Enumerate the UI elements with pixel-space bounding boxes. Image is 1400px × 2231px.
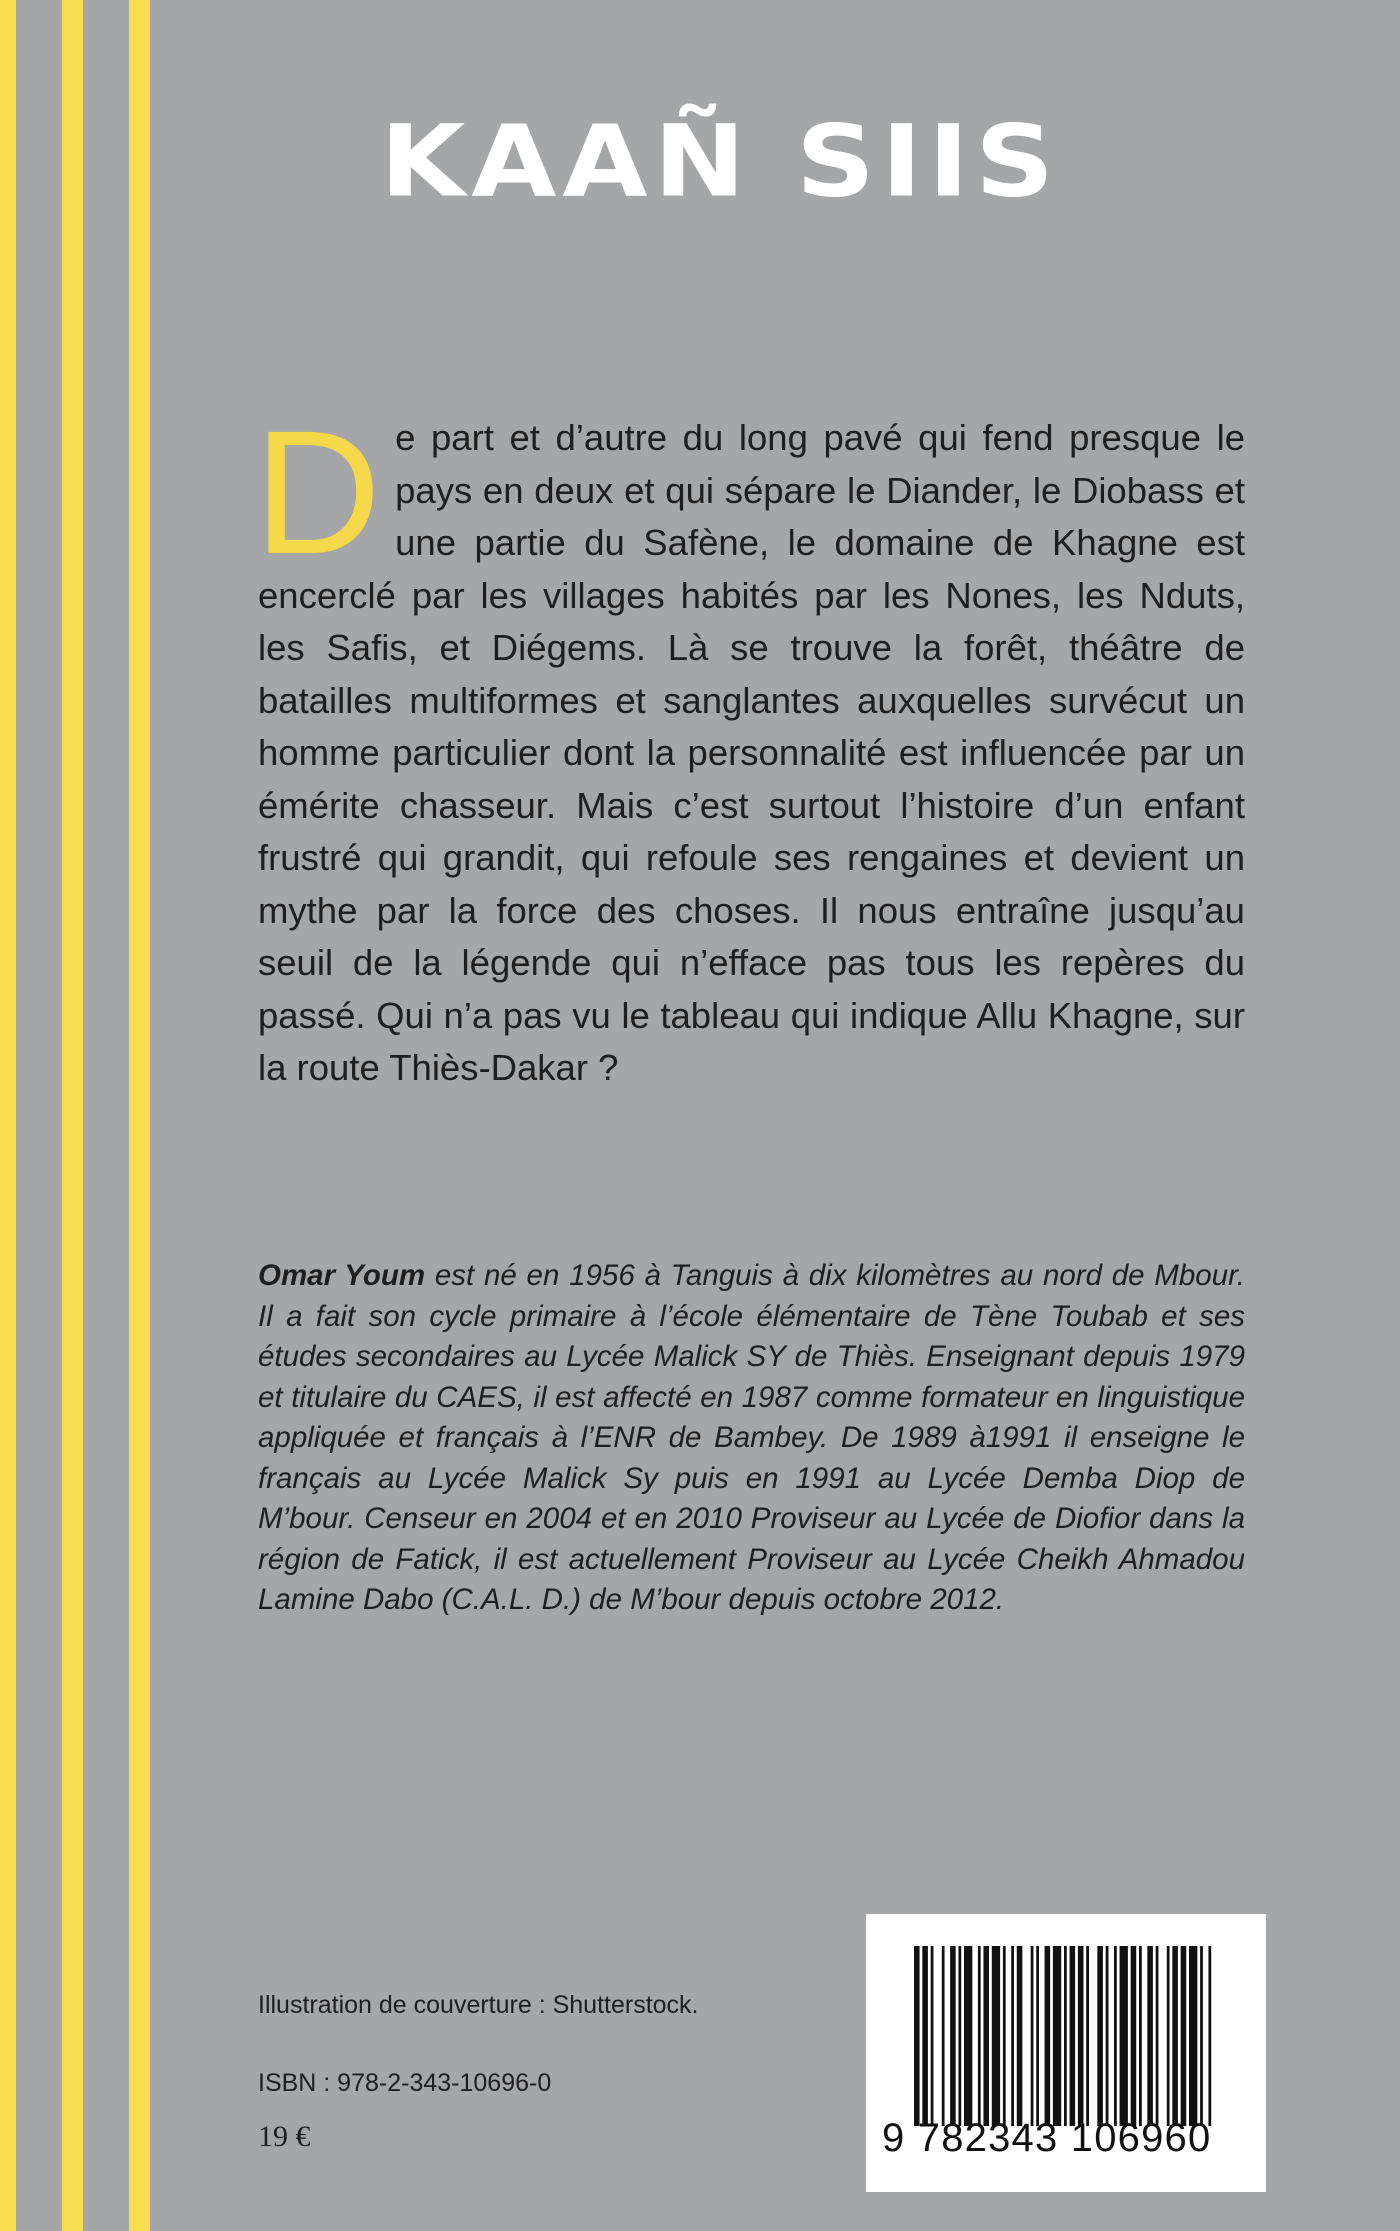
author-bio: [258, 1256, 1245, 1621]
yellow-stripe-right: [129, 0, 150, 2231]
barcode-bar: [983, 1946, 989, 2126]
blurb-drop-cap: D: [254, 395, 382, 591]
author-bio-text: est né en 1956 à Tanguis à dix kilomètres au nord de Mbour. Il a fait son cycle primaire à l’école élémentaire de Tène Toubab et ses études secondaires au Lycée Malick SY de Thiès. Enseignant depuis 1979 et titulaire du CAES, il est affecté en 1987 comme formateur en linguistique appliquée et français à l’ENR de Bambey. De 1989 à1991 il enseigne le français au Lycée Malick Sy puis en 1991 au Lycée Demba Diop de M’bour. Censeur en 2004 et en 2010 Proviseur au Lycée de Diofior dans la région de Fatick, il est actuellement Proviseur au Lycée Cheikh Ahmadou Lamine Dabo (C.A.L. D.) de M’bour depuis octobre 2012.: [258, 1259, 1246, 1616]
book-blurb: [254, 395, 1245, 1095]
barcode-bar: [1139, 1946, 1142, 2126]
yellow-stripe-left-edge: [0, 0, 16, 2231]
barcode-bar: [1053, 1946, 1061, 2126]
barcode-bar: [1086, 1946, 1089, 2126]
barcode-bar: [992, 1946, 1000, 2126]
barcode-bar: [1147, 1946, 1153, 2126]
barcode-bar: [1114, 1946, 1117, 2126]
barcode-bar: [1131, 1946, 1137, 2126]
blurb-text: e part et d’autre du long pavé qui fend presque le pays en deux et qui sépare le Diander, le Diobass et une partie du Safène, le domaine de Khagne est encerclé par les villages habités par les Nones, les Nduts, les Safis, et Diégems. Là se trouve la forêt, théâtre de batailles multiformes et sanglantes auxquelles survécut un homme particulier dont la personnalité est influencée par un émérite chasseur. Mais c’est surtout l’histoire d’un enfant frustré qui grandit, qui refoule ses rengaines et devient un mythe par la force des choses. Il nous entraîne jusqu’au seuil de la légende qui n’efface pas tous les repères du passé. Qui n’a pas vu le tableau qui indique Allu Khagne, sur la route Thiès-Dakar ?: [258, 417, 1245, 1088]
yellow-stripe-middle: [62, 0, 83, 2231]
barcode-bar: [1120, 1946, 1128, 2126]
barcode-bar: [1031, 1946, 1034, 2126]
barcode-bar: [1167, 1946, 1170, 2126]
barcode-bar: [1097, 1946, 1103, 2126]
cover-illustration-credit: Illustration de couverture : Shutterstock.: [258, 1991, 699, 2019]
barcode-bar: [1172, 1946, 1178, 2126]
barcode-icon: [914, 1946, 1214, 2126]
barcode-bar: [950, 1946, 956, 2126]
isbn-label: ISBN : 978-2-343-10696-0: [258, 2069, 552, 2097]
barcode-bar: [1070, 1946, 1076, 2126]
barcode-bar: [1045, 1946, 1051, 2126]
barcode-bar: [1003, 1946, 1006, 2126]
book-title: KAAÑ SIIS: [380, 103, 1061, 220]
price-label: 19 €: [258, 2120, 311, 2153]
barcode-bar: [914, 1946, 920, 2126]
barcode-bar: [922, 1946, 928, 2126]
barcode-number: 9 782343 106960: [882, 2116, 1212, 2160]
barcode-bar: [978, 1946, 981, 2126]
barcode-bar: [1106, 1946, 1109, 2126]
barcode-bar: [1064, 1946, 1067, 2126]
barcode-bar: [1200, 1946, 1203, 2126]
barcode-bar: [1011, 1946, 1014, 2126]
barcode-bar: [964, 1946, 972, 2126]
barcode-bar: [942, 1946, 945, 2126]
barcode-panel: [866, 1914, 1266, 2192]
barcode-bar: [1156, 1946, 1159, 2126]
barcode-bar: [1078, 1946, 1084, 2126]
author-name: Omar Youm: [258, 1259, 426, 1292]
barcode-bar: [1208, 1946, 1211, 2126]
barcode-bar: [931, 1946, 934, 2126]
barcode-bar: [1036, 1946, 1039, 2126]
barcode-bar: [1017, 1946, 1023, 2126]
barcode-bar: [1181, 1946, 1187, 2126]
barcode-bar: [1189, 1946, 1197, 2126]
barcode-bar: [958, 1946, 961, 2126]
